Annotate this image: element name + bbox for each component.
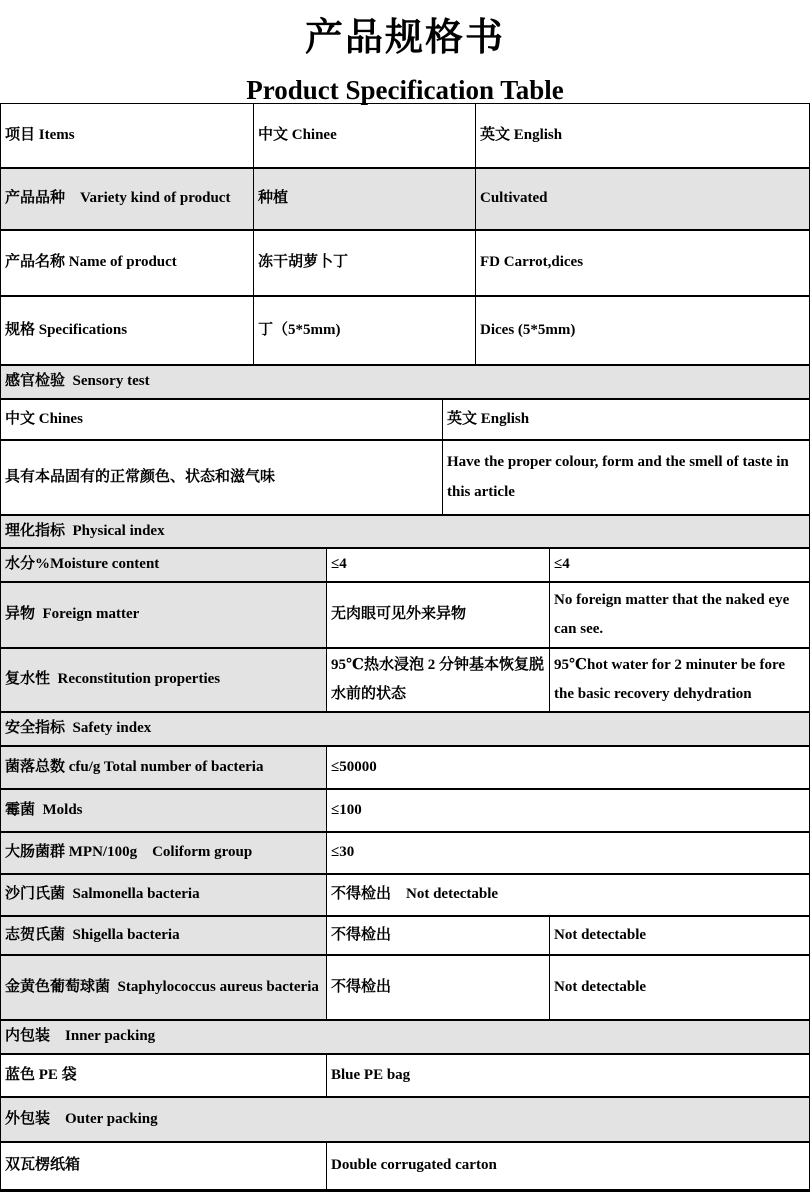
inner-packing-header-text: 内包装 Inner packing bbox=[5, 1028, 156, 1045]
product-name-en-text: FD Carrot,dices bbox=[480, 254, 584, 271]
salmonella-label-text: 沙门氏菌 Salmonella bacteria bbox=[5, 886, 200, 903]
cell-sensory-desc-zh bbox=[1, 441, 442, 514]
sensory-col-zh-text: 中文 Chines bbox=[5, 410, 83, 427]
product-name-label-text: 产品名称 Name of product bbox=[5, 254, 177, 271]
coliform-value-text: ≤30 bbox=[331, 844, 355, 861]
table-row-variety bbox=[1, 167, 809, 229]
cell-specifications-en bbox=[475, 297, 809, 364]
cell-sensory-col-en bbox=[442, 400, 809, 439]
moisture-zh-text: ≤4 bbox=[331, 556, 347, 573]
moisture-en-text: ≤4 bbox=[554, 556, 570, 573]
section-header-sensory bbox=[1, 364, 809, 398]
section-header-physical bbox=[1, 514, 809, 547]
cell-shigella-en bbox=[549, 917, 809, 954]
outer-packing-header-text: 外包装 Outer packing bbox=[5, 1110, 158, 1127]
variety-zh-text: 种植 bbox=[258, 190, 289, 207]
cell-outer-packing-zh bbox=[1, 1143, 326, 1189]
sensory-col-en-text: 英文 English bbox=[447, 410, 530, 427]
section-header-safety bbox=[1, 711, 809, 745]
specifications-zh-text: 丁（5*5mm) bbox=[258, 321, 341, 338]
cell-foreign-matter-en bbox=[549, 583, 809, 647]
specifications-label-text: 规格 Specifications bbox=[5, 321, 128, 338]
table-row-reconstitution bbox=[1, 647, 809, 711]
cell-physical-header bbox=[1, 516, 809, 547]
inner-packing-en-text: Blue PE bag bbox=[331, 1066, 411, 1083]
coliform-label-text: 大肠菌群 MPN/100g Coliform group bbox=[5, 844, 253, 861]
cell-salmonella-value bbox=[326, 875, 809, 915]
table-row-moisture bbox=[1, 547, 809, 581]
reconstitution-en-text: 95℃hot water for 2 minuter be fore the basic recovery dehydration bbox=[554, 656, 789, 702]
shigella-en-text: Not detectable bbox=[554, 926, 647, 943]
product-name-zh-text: 冻干胡萝卜丁 bbox=[258, 254, 349, 271]
outer-packing-zh-text: 双瓦楞纸箱 bbox=[5, 1157, 81, 1174]
table-row-salmonella bbox=[1, 873, 809, 915]
cell-outer-packing-header bbox=[1, 1098, 809, 1141]
outer-packing-en-text: Double corrugated carton bbox=[331, 1157, 497, 1174]
section-header-outer-packing bbox=[1, 1096, 809, 1141]
cell-english-col-header bbox=[475, 104, 809, 167]
specifications-en-text: Dices (5*5mm) bbox=[480, 321, 576, 338]
reconstitution-zh-text: 95℃热水浸泡 2 分钟基本恢复脱水前的状态 bbox=[331, 656, 544, 702]
table-row-product-name bbox=[1, 229, 809, 295]
cell-foreign-matter-label bbox=[1, 583, 326, 647]
cell-variety-label bbox=[1, 169, 253, 229]
cell-product-name-en bbox=[475, 231, 809, 295]
table-row-molds bbox=[1, 788, 809, 831]
shigella-label-text: 志贺氏菌 Shigella bacteria bbox=[5, 926, 180, 943]
table-row-items-header bbox=[1, 104, 809, 167]
table-row-specifications bbox=[1, 295, 809, 364]
cell-reconstitution-zh bbox=[326, 649, 549, 711]
reconstitution-label-text: 复水性 Reconstitution properties bbox=[5, 671, 221, 688]
variety-label-text: 产品品种 Variety kind of product bbox=[5, 190, 231, 207]
table-row-outer-packing bbox=[1, 1141, 809, 1189]
cell-sensory-header bbox=[1, 366, 809, 398]
cell-staph-zh bbox=[326, 956, 549, 1019]
cell-outer-packing-en bbox=[326, 1143, 809, 1189]
cell-staph-en bbox=[549, 956, 809, 1019]
table-row-coliform bbox=[1, 831, 809, 873]
shigella-zh-text: 不得检出 bbox=[331, 926, 392, 943]
staph-zh-text: 不得检出 bbox=[331, 978, 392, 995]
items-label-text: 项目 Items bbox=[5, 126, 75, 143]
cell-coliform-value bbox=[326, 833, 809, 873]
cell-inner-packing-header bbox=[1, 1021, 809, 1053]
table-row-total-bacteria bbox=[1, 745, 809, 788]
cell-inner-packing-zh bbox=[1, 1055, 326, 1096]
inner-packing-zh-text: 蓝色 PE 袋 bbox=[5, 1066, 77, 1083]
cell-variety-zh bbox=[253, 169, 475, 229]
foreign-matter-en-text: No foreign matter that the naked eye can see. bbox=[554, 591, 793, 637]
cell-foreign-matter-zh bbox=[326, 583, 549, 647]
cell-moisture-label bbox=[1, 549, 326, 581]
page-title-en: Product Specification Table bbox=[246, 75, 564, 105]
sensory-desc-en-text: Have the proper colour, form and the smell of taste in this article bbox=[447, 454, 793, 500]
total-bacteria-label-text: 菌落总数 cfu/g Total number of bacteria bbox=[5, 758, 264, 775]
cell-inner-packing-en bbox=[326, 1055, 809, 1096]
page-title-zh: 产品规格书 bbox=[304, 17, 505, 59]
cell-sensory-desc-en bbox=[442, 441, 809, 514]
cell-product-name-zh bbox=[253, 231, 475, 295]
molds-label-text: 霉菌 Molds bbox=[5, 801, 83, 818]
cell-coliform-label bbox=[1, 833, 326, 873]
cell-specifications-zh bbox=[253, 297, 475, 364]
cell-moisture-en bbox=[549, 549, 809, 581]
cell-chinese-col-header bbox=[253, 104, 475, 167]
foreign-matter-label-text: 异物 Foreign matter bbox=[5, 606, 140, 623]
cell-shigella-zh bbox=[326, 917, 549, 954]
cell-product-name-label bbox=[1, 231, 253, 295]
table-row-shigella bbox=[1, 915, 809, 954]
sensory-header-text: 感官检验 Sensory test bbox=[5, 373, 150, 390]
table-row-sensory-desc bbox=[1, 439, 809, 514]
cell-molds-label bbox=[1, 790, 326, 831]
foreign-matter-zh-text: 无肉眼可见外来异物 bbox=[331, 606, 467, 623]
physical-header-text: 理化指标 Physical index bbox=[5, 522, 165, 539]
cell-total-bacteria-label bbox=[1, 747, 326, 788]
variety-en-text: Cultivated bbox=[480, 190, 548, 207]
table-row-foreign-matter bbox=[1, 581, 809, 647]
cell-specifications-label bbox=[1, 297, 253, 364]
chinese-col-header-text: 中文 Chinee bbox=[258, 126, 337, 143]
moisture-label-text: 水分%Moisture content bbox=[5, 556, 160, 573]
cell-reconstitution-en bbox=[549, 649, 809, 711]
sensory-desc-zh-text: 具有本品固有的正常颜色、状态和滋气味 bbox=[5, 468, 276, 485]
spec-table bbox=[0, 103, 810, 1192]
table-row-staph bbox=[1, 954, 809, 1019]
molds-value-text: ≤100 bbox=[331, 801, 362, 818]
cell-molds-value bbox=[326, 790, 809, 831]
english-col-header-text: 英文 English bbox=[480, 126, 563, 143]
cell-items-label bbox=[1, 104, 253, 167]
table-row-sensory-columns bbox=[1, 398, 809, 439]
salmonella-value-text: 不得检出 Not detectable bbox=[331, 886, 499, 903]
table-row-inner-packing bbox=[1, 1053, 809, 1096]
cell-reconstitution-label bbox=[1, 649, 326, 711]
total-bacteria-value-text: ≤50000 bbox=[331, 758, 377, 775]
cell-variety-en bbox=[475, 169, 809, 229]
safety-header-text: 安全指标 Safety index bbox=[5, 720, 152, 737]
cell-shigella-label bbox=[1, 917, 326, 954]
cell-total-bacteria-value bbox=[326, 747, 809, 788]
cell-moisture-zh bbox=[326, 549, 549, 581]
cell-safety-header bbox=[1, 713, 809, 745]
cell-staph-label bbox=[1, 956, 326, 1019]
staph-label-text: 金黄色葡萄球菌 Staphylococcus aureus bacteria bbox=[5, 978, 319, 995]
cell-sensory-col-zh bbox=[1, 400, 442, 439]
cell-salmonella-label bbox=[1, 875, 326, 915]
staph-en-text: Not detectable bbox=[554, 978, 647, 995]
section-header-inner-packing bbox=[1, 1019, 809, 1053]
